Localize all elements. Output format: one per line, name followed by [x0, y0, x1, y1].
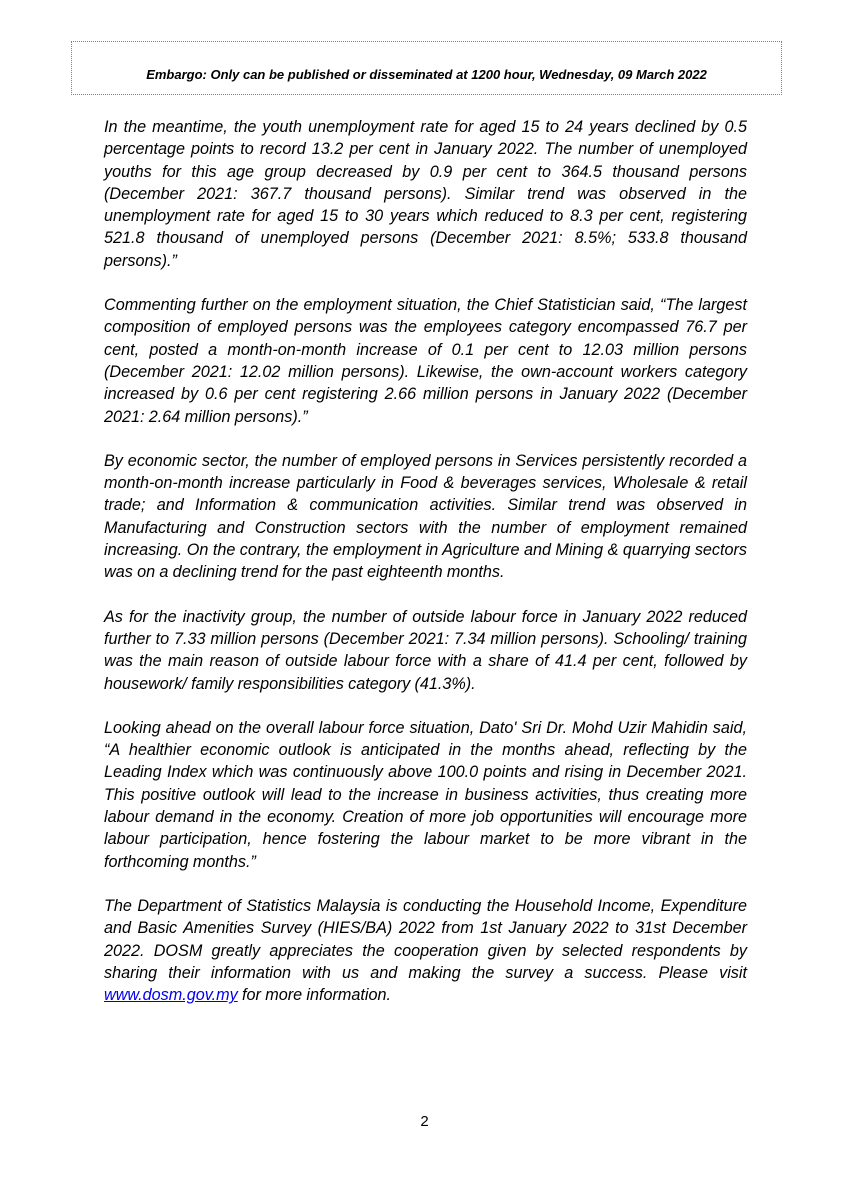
- paragraph-outlook: Looking ahead on the overall labour force situation, Dato' Sri Dr. Mohd Uzir Mahidin said, “A healthier economic outlook is anticipated in the months ahead, reflecting by the Leading Index which was continuously above 100.0 points and rising in December 2021. This positive outlook will lead to the increase in business activities, thus creating more labour demand in the economy. Creation of more job opportunities will encourage more labour participation, hence fostering the labour market to be more vibrant in the forthcoming months.”: [104, 718, 747, 871]
- embargo-notice: Embargo: Only can be published or disseminated at 1200 hour, Wednesday, 09 March 2022: [146, 67, 707, 82]
- paragraph-hies-survey: [104, 895, 747, 1006]
- survey-text-end: for more information.: [237, 986, 391, 1005]
- survey-text: The Department of Statistics Malaysia is conducting the Household Income, Expenditure and Basic Amenities Survey (HIES/BA) 2022 from 1st January 2022 to 31st December 2022. DOSM greatly appreciates the cooperation given by selected respondents by sharing their information with us and making the survey a success. Please visit: [104, 896, 747, 982]
- press-release-body: [104, 116, 747, 1028]
- paragraph-inactivity-group: As for the inactivity group, the number of outside labour force in January 2022 reduced further to 7.33 million persons (December 2021: 7.34 million persons). Schooling/ training was the main reason of outside labour force with a share of 41.4 per cent, followed by housework/ family responsibilities category (41.3%).: [104, 607, 747, 693]
- embargo-notice-box: [71, 41, 782, 95]
- paragraph-employment-situation: Commenting further on the employment situation, the Chief Statistician said, “The largest composition of employed persons was the employees category encompassed 76.7 per cent, posted a month-on-month increase of 0.1 per cent to 12.03 million persons (December 2021: 12.02 million persons). Likewise, the own-account workers category increased by 0.6 per cent registering 2.66 million persons in January 2022 (December 2021: 2.64 million persons).”: [104, 296, 747, 426]
- paragraph-economic-sector: By economic sector, the number of employed persons in Services persistently recorded a month-on-month increase particularly in Food & beverages services, Wholesale & retail trade; and Information & communication activities. Similar trend was observed in Manufacturing and Construction sectors with the number of employment remained increasing. On the contrary, the employment in Agriculture and Mining & quarrying sectors was on a declining trend for the past eighteenth months.: [104, 451, 747, 582]
- paragraph-youth-unemployment: In the meantime, the youth unemployment rate for aged 15 to 24 years declined by 0.5 percentage points to record 13.2 per cent in January 2022. The number of unemployed youths for this age group decreased by 0.9 per cent to 364.5 thousand persons (December 2021: 367.7 thousand persons). Similar trend was observed in the unemployment rate for aged 15 to 30 years which reduced to 8.3 per cent, registering 521.8 thousand of unemployed persons (December 2021: 8.5%; 533.8 thousand persons).”: [104, 118, 747, 270]
- dosm-website-link[interactable]: www.dosm.gov.my: [104, 986, 238, 1005]
- page-number: 2: [420, 1113, 429, 1130]
